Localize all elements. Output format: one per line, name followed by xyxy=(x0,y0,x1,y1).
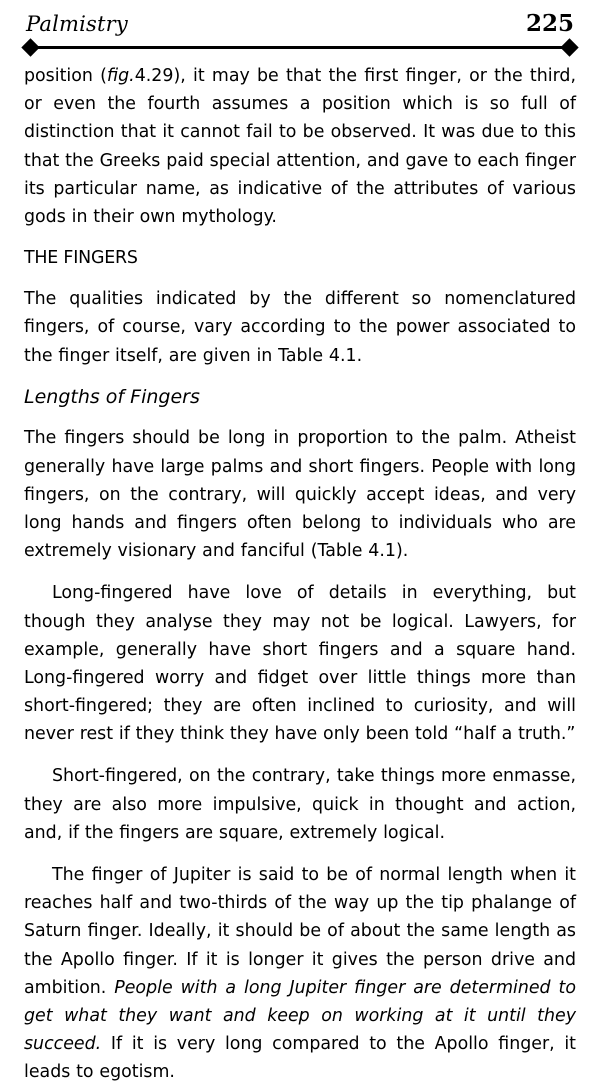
divider-line xyxy=(24,46,576,49)
paragraph-1-post: ), it may be that the first finger, or the third, or even the fourth assumes a position which is so full of distinction that it cannot fail to be observed. It was due to this that the Greeks paid special attention, and gave to each finger its particular name, as indicative of the attributes of various gods in their own mythology. xyxy=(24,66,577,227)
paragraph-finger-length: The fingers should be long in proportion to the palm. Atheist generally have large palms and short fingers. People with long fingers, on the contrary, will quickly accept ideas, and very long hands and fingers often belong to individuals who are extremely visionary and fanciful (Table 4.1). xyxy=(24,428,576,562)
paragraph-6-part-a: The finger of Jupiter is said to be of normal length when it reaches half and two-thirds of the way up the tip phalange of Saturn finger. Ideally, it should be of about the same length as the Apollo finger. If it is longer it gives the person drive and ambition. xyxy=(24,865,576,998)
page-body xyxy=(24,62,576,1087)
header-divider xyxy=(24,40,576,54)
section-heading-the-fingers: THE FINGERS xyxy=(24,248,138,269)
paragraph-continuation xyxy=(24,62,576,231)
paragraph-short-fingered: Short-fingered, on the contrary, take things more enmasse, they are also more impulsive, quick in thought and action, and, if the fingers are square, extremely logical. xyxy=(24,766,576,843)
page-number: 225 xyxy=(525,10,574,37)
paragraph-long-fingered: Long-fingered have love of details in everything, but though they analyse they may not be logical. Lawyers, for example, generally have short fingers and a square hand. Long-fingered worry and fidget over little things more than short-fingered; they are often inclined to curiosity, and will never rest if they think they have only been told “half a truth.” xyxy=(24,583,576,745)
paragraph-jupiter-finger xyxy=(24,861,576,1087)
paragraph-1-pre: position ( xyxy=(24,66,107,86)
paragraph-qualities: The qualities indicated by the different so nomenclatured fingers, of course, vary according to the power associated to the finger itself, are given in Table 4.1. xyxy=(24,289,576,366)
divider-diamond-right-icon xyxy=(560,38,578,56)
paragraph-6-emphasis: People with a long Jupiter finger are determined to get what they want and keep on working at it until they succeed. xyxy=(24,977,576,1055)
figure-reference-number: 4.29 xyxy=(134,66,174,86)
page-header xyxy=(24,10,576,37)
figure-reference-label: fig. xyxy=(106,66,135,86)
subsection-heading-lengths-of-fingers: Lengths of Fingers xyxy=(24,385,200,408)
book-title: Palmistry xyxy=(26,12,128,36)
paragraph-6-part-c: If it is very long compared to the Apollo finger, it leads to egotism. xyxy=(24,1034,576,1083)
divider-diamond-left-icon xyxy=(21,38,39,56)
